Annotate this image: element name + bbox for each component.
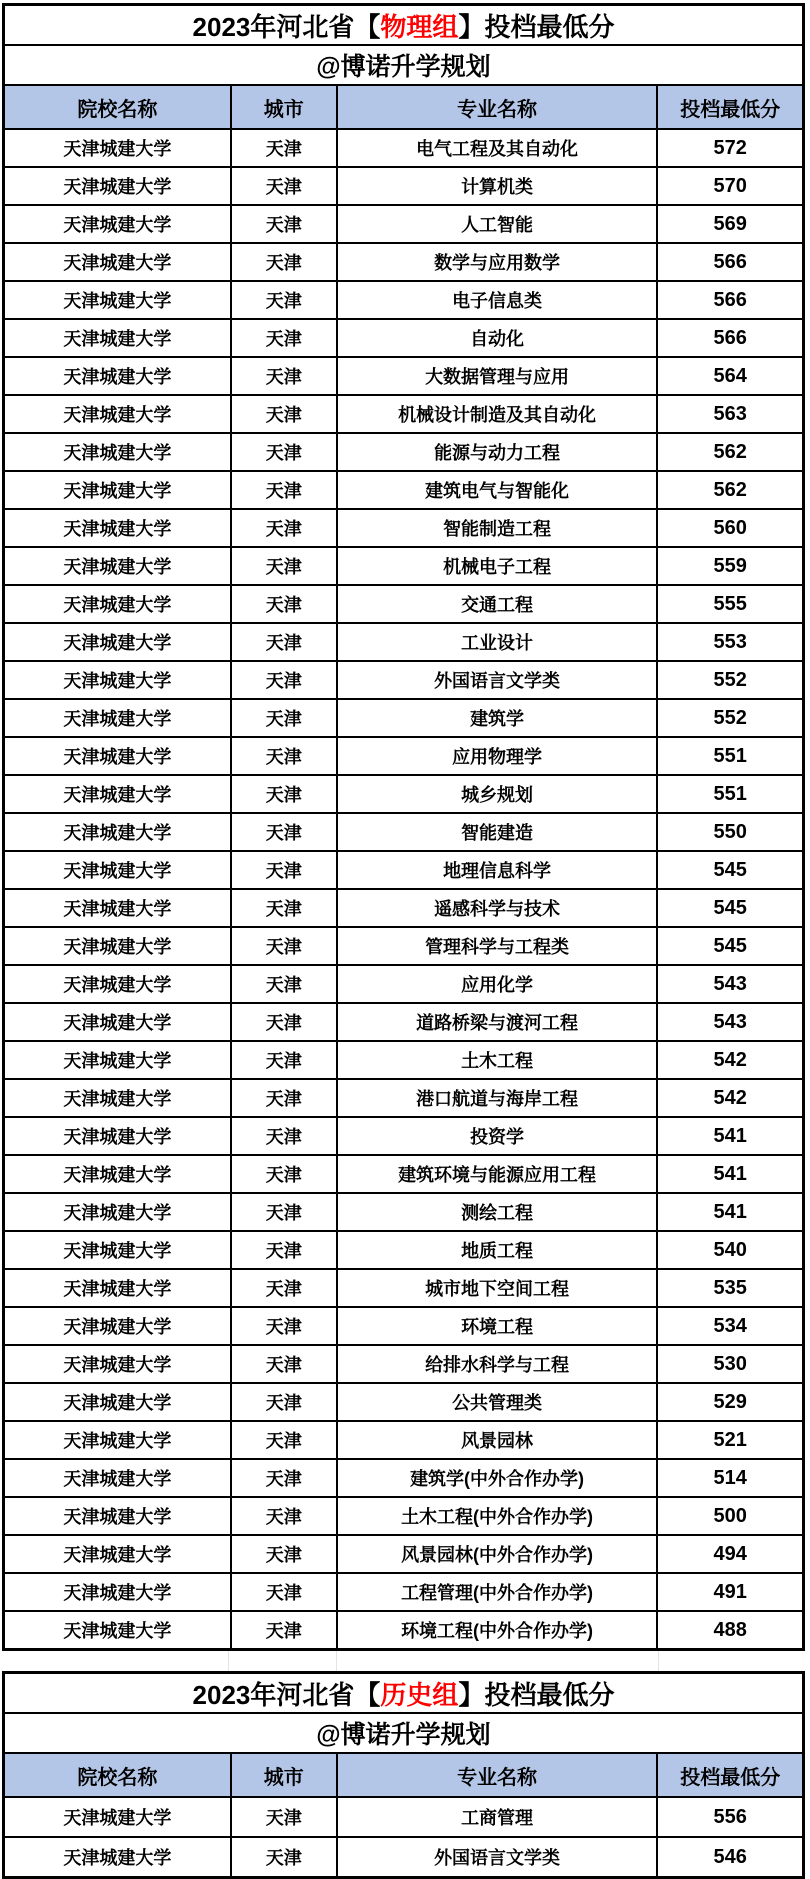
cell-city: 天津 (230, 966, 336, 1002)
table-row (5, 1796, 802, 1836)
cell-school: 天津城建大学 (63, 1431, 172, 1451)
table-row (5, 774, 802, 812)
cell-score: 540 (656, 1232, 802, 1268)
cell-school: 天津城建大学 (63, 253, 172, 273)
cell-major: 应用物理学 (336, 738, 657, 774)
cell-score: 566 (656, 244, 802, 280)
cell-city: 天津 (230, 1004, 336, 1040)
cell-score: 551 (656, 738, 802, 774)
cell-school: 天津城建大学 (63, 1203, 172, 1223)
cell-major: 应用化学 (336, 966, 657, 1002)
cell-major: 大数据管理与应用 (336, 358, 657, 394)
physics-header-row (5, 86, 802, 128)
cell-score: 559 (656, 548, 802, 584)
cell-score: 530 (656, 1346, 802, 1382)
cell-school: 天津城建大学 (63, 557, 172, 577)
cell-city: 天津 (230, 1346, 336, 1382)
column-header-score: 投档最低分 (656, 1754, 802, 1796)
cell-score: 569 (656, 206, 802, 242)
table-row (5, 812, 802, 850)
cell-city: 天津 (230, 1156, 336, 1192)
cell-major: 智能制造工程 (336, 510, 657, 546)
cell-score: 542 (656, 1080, 802, 1116)
cell-major: 工业设计 (336, 624, 657, 660)
table-row (5, 318, 802, 356)
cell-score: 562 (656, 472, 802, 508)
table-row (5, 698, 802, 736)
cell-score: 553 (656, 624, 802, 660)
cell-school: 天津城建大学 (63, 1393, 172, 1413)
table-row (5, 280, 802, 318)
cell-score: 541 (656, 1118, 802, 1154)
cell-major: 能源与动力工程 (336, 434, 657, 470)
table-row (5, 356, 802, 394)
cell-school: 天津城建大学 (63, 975, 172, 995)
title-group-highlight: 历史组 (380, 1679, 459, 1710)
history-table-subtitle: @博诺升学规划 (5, 1714, 802, 1754)
cell-major: 建筑学(中外合作办学) (336, 1460, 657, 1496)
cell-school: 天津城建大学 (63, 519, 172, 539)
cell-city: 天津 (230, 206, 336, 242)
cell-school: 天津城建大学 (63, 329, 172, 349)
cell-school: 天津城建大学 (63, 633, 172, 653)
cell-city: 天津 (230, 1612, 336, 1648)
cell-score: 541 (656, 1194, 802, 1230)
table-row (5, 964, 802, 1002)
cell-school: 天津城建大学 (63, 291, 172, 311)
table-row (5, 1420, 802, 1458)
cell-school: 天津城建大学 (63, 367, 172, 387)
table-row (5, 432, 802, 470)
cell-major: 交通工程 (336, 586, 657, 622)
cell-score: 500 (656, 1498, 802, 1534)
history-table-title (5, 1674, 802, 1714)
cell-school: 天津城建大学 (63, 1621, 172, 1641)
table-row (5, 850, 802, 888)
table-row (5, 888, 802, 926)
cell-score: 534 (656, 1308, 802, 1344)
physics-table-title (5, 6, 802, 46)
cell-major: 工程管理(中外合作办学) (336, 1574, 657, 1610)
cell-city: 天津 (230, 434, 336, 470)
cell-school: 天津城建大学 (63, 215, 172, 235)
cell-school: 天津城建大学 (63, 443, 172, 463)
cell-score: 529 (656, 1384, 802, 1420)
title-prefix: 2023年河北省 (192, 11, 355, 42)
cell-school: 天津城建大学 (63, 481, 172, 501)
cell-major: 风景园林 (336, 1422, 657, 1458)
cell-score: 563 (656, 396, 802, 432)
column-header-city: 城市 (230, 1754, 336, 1796)
cell-city: 天津 (230, 130, 336, 166)
table-row (5, 1040, 802, 1078)
cell-score: 550 (656, 814, 802, 850)
cell-major: 环境工程(中外合作办学) (336, 1612, 657, 1648)
cell-score: 566 (656, 282, 802, 318)
cell-city: 天津 (230, 244, 336, 280)
cell-city: 天津 (230, 700, 336, 736)
table-row (5, 204, 802, 242)
cell-score: 572 (656, 130, 802, 166)
cell-school: 天津城建大学 (63, 823, 172, 843)
cell-score: 560 (656, 510, 802, 546)
cell-city: 天津 (230, 510, 336, 546)
cell-city: 天津 (230, 1080, 336, 1116)
cell-major: 港口航道与海岸工程 (336, 1080, 657, 1116)
cell-major: 智能建造 (336, 814, 657, 850)
cell-school: 天津城建大学 (63, 139, 172, 159)
cell-major: 自动化 (336, 320, 657, 356)
cell-city: 天津 (230, 814, 336, 850)
cell-score: 494 (656, 1536, 802, 1572)
column-header-score: 投档最低分 (656, 86, 802, 128)
table-row (5, 660, 802, 698)
history-table-body (5, 1796, 802, 1876)
title-open-bracket: 【 (354, 11, 381, 42)
cell-major: 管理科学与工程类 (336, 928, 657, 964)
table-row (5, 1344, 802, 1382)
cell-school: 天津城建大学 (63, 1545, 172, 1565)
cell-school: 天津城建大学 (63, 861, 172, 881)
table-row (5, 1496, 802, 1534)
cell-score: 541 (656, 1156, 802, 1192)
cell-city: 天津 (230, 1536, 336, 1572)
cell-city: 天津 (230, 358, 336, 394)
cell-score: 545 (656, 928, 802, 964)
title-close-bracket: 】 (458, 11, 485, 42)
cell-city: 天津 (230, 776, 336, 812)
cell-score: 545 (656, 890, 802, 926)
cell-school: 天津城建大学 (63, 1583, 172, 1603)
cell-major: 城市地下空间工程 (336, 1270, 657, 1306)
table-row (5, 166, 802, 204)
cell-city: 天津 (230, 738, 336, 774)
cell-major: 电子信息类 (336, 282, 657, 318)
cell-major: 建筑电气与智能化 (336, 472, 657, 508)
table-gap (2, 1651, 805, 1671)
cell-city: 天津 (230, 1798, 336, 1836)
cell-score: 551 (656, 776, 802, 812)
cell-major: 遥感科学与技术 (336, 890, 657, 926)
cell-city: 天津 (230, 1194, 336, 1230)
cell-school: 天津城建大学 (63, 1241, 172, 1261)
title-suffix: 投档最低分 (484, 11, 615, 42)
cell-school: 天津城建大学 (63, 1808, 172, 1828)
cell-city: 天津 (230, 852, 336, 888)
title-prefix: 2023年河北省 (192, 1679, 355, 1710)
table-row (5, 1610, 802, 1648)
cell-major: 数学与应用数学 (336, 244, 657, 280)
cell-major: 机械设计制造及其自动化 (336, 396, 657, 432)
cell-major: 投资学 (336, 1118, 657, 1154)
table-row (5, 1572, 802, 1610)
cell-school: 天津城建大学 (63, 177, 172, 197)
table-row (5, 546, 802, 584)
cell-major: 环境工程 (336, 1308, 657, 1344)
cell-major: 建筑学 (336, 700, 657, 736)
cell-school: 天津城建大学 (63, 1127, 172, 1147)
table-row (5, 584, 802, 622)
history-header-row (5, 1754, 802, 1796)
table-row (5, 242, 802, 280)
cell-score: 535 (656, 1270, 802, 1306)
cell-city: 天津 (230, 624, 336, 660)
table-row (5, 1382, 802, 1420)
table-row (5, 470, 802, 508)
cell-major: 土木工程 (336, 1042, 657, 1078)
table-row (5, 1116, 802, 1154)
table-row (5, 1154, 802, 1192)
table-row (5, 394, 802, 432)
cell-school: 天津城建大学 (63, 785, 172, 805)
cell-score: 545 (656, 852, 802, 888)
table-row (5, 1002, 802, 1040)
cell-score: 552 (656, 662, 802, 698)
cell-score: 552 (656, 700, 802, 736)
cell-city: 天津 (230, 1384, 336, 1420)
cell-score: 491 (656, 1574, 802, 1610)
title-open-bracket: 【 (354, 1679, 381, 1710)
cell-school: 天津城建大学 (63, 1013, 172, 1033)
cell-score: 521 (656, 1422, 802, 1458)
cell-score: 555 (656, 586, 802, 622)
column-header-major: 专业名称 (336, 1754, 657, 1796)
cell-city: 天津 (230, 320, 336, 356)
table-row (5, 128, 802, 166)
cell-major: 地理信息科学 (336, 852, 657, 888)
cell-school: 天津城建大学 (63, 899, 172, 919)
cell-major: 机械电子工程 (336, 548, 657, 584)
cell-major: 给排水科学与工程 (336, 1346, 657, 1382)
table-row (5, 508, 802, 546)
cell-major: 外国语言文学类 (336, 1838, 657, 1876)
cell-city: 天津 (230, 1118, 336, 1154)
cell-major: 地质工程 (336, 1232, 657, 1268)
cell-city: 天津 (230, 1042, 336, 1078)
cell-school: 天津城建大学 (63, 1355, 172, 1375)
cell-city: 天津 (230, 586, 336, 622)
cell-school: 天津城建大学 (63, 1317, 172, 1337)
cell-major: 城乡规划 (336, 776, 657, 812)
column-header-major: 专业名称 (336, 86, 657, 128)
cell-school: 天津城建大学 (63, 1051, 172, 1071)
cell-major: 建筑环境与能源应用工程 (336, 1156, 657, 1192)
cell-city: 天津 (230, 168, 336, 204)
history-table (2, 1671, 805, 1879)
table-row (5, 926, 802, 964)
table-row (5, 1534, 802, 1572)
cell-major: 人工智能 (336, 206, 657, 242)
table-row (5, 1458, 802, 1496)
cell-major: 风景园林(中外合作办学) (336, 1536, 657, 1572)
physics-table-subtitle: @博诺升学规划 (5, 46, 802, 86)
cell-city: 天津 (230, 1232, 336, 1268)
cell-school: 天津城建大学 (63, 1279, 172, 1299)
cell-major: 测绘工程 (336, 1194, 657, 1230)
cell-city: 天津 (230, 472, 336, 508)
column-header-school: 院校名称 (77, 98, 158, 121)
cell-major: 工商管理 (336, 1798, 657, 1836)
cell-school: 天津城建大学 (63, 1469, 172, 1489)
cell-school: 天津城建大学 (63, 937, 172, 957)
cell-score: 488 (656, 1612, 802, 1648)
cell-score: 543 (656, 1004, 802, 1040)
table-row (5, 622, 802, 660)
cell-school: 天津城建大学 (63, 671, 172, 691)
cell-city: 天津 (230, 1270, 336, 1306)
cell-city: 天津 (230, 928, 336, 964)
cell-score: 556 (656, 1798, 802, 1836)
cell-school: 天津城建大学 (63, 595, 172, 615)
cell-city: 天津 (230, 1574, 336, 1610)
cell-city: 天津 (230, 890, 336, 926)
cell-score: 514 (656, 1460, 802, 1496)
cell-major: 外国语言文学类 (336, 662, 657, 698)
title-group-highlight: 物理组 (380, 11, 459, 42)
cell-school: 天津城建大学 (63, 1089, 172, 1109)
cell-school: 天津城建大学 (63, 405, 172, 425)
cell-city: 天津 (230, 396, 336, 432)
table-row (5, 1078, 802, 1116)
column-header-school: 院校名称 (77, 1766, 158, 1789)
cell-score: 542 (656, 1042, 802, 1078)
cell-school: 天津城建大学 (63, 1165, 172, 1185)
cell-city: 天津 (230, 1838, 336, 1876)
physics-table-body (5, 128, 802, 1648)
cell-city: 天津 (230, 1308, 336, 1344)
cell-school: 天津城建大学 (63, 709, 172, 729)
title-close-bracket: 】 (458, 1679, 485, 1710)
cell-city: 天津 (230, 662, 336, 698)
table-row (5, 1268, 802, 1306)
table-row (5, 1192, 802, 1230)
table-row (5, 1230, 802, 1268)
cell-city: 天津 (230, 282, 336, 318)
table-row (5, 1836, 802, 1876)
physics-table (2, 3, 805, 1651)
cell-school: 天津城建大学 (63, 1848, 172, 1868)
cell-score: 566 (656, 320, 802, 356)
table-row (5, 736, 802, 774)
cell-score: 543 (656, 966, 802, 1002)
cell-city: 天津 (230, 1498, 336, 1534)
cell-score: 570 (656, 168, 802, 204)
cell-score: 546 (656, 1838, 802, 1876)
cell-city: 天津 (230, 1460, 336, 1496)
cell-major: 电气工程及其自动化 (336, 130, 657, 166)
cell-city: 天津 (230, 1422, 336, 1458)
table-row (5, 1306, 802, 1344)
column-header-city: 城市 (230, 86, 336, 128)
cell-city: 天津 (230, 548, 336, 584)
cell-school: 天津城建大学 (63, 747, 172, 767)
cell-school: 天津城建大学 (63, 1507, 172, 1527)
cell-major: 土木工程(中外合作办学) (336, 1498, 657, 1534)
cell-major: 计算机类 (336, 168, 657, 204)
cell-major: 公共管理类 (336, 1384, 657, 1420)
cell-major: 道路桥梁与渡河工程 (336, 1004, 657, 1040)
cell-score: 562 (656, 434, 802, 470)
cell-score: 564 (656, 358, 802, 394)
title-suffix: 投档最低分 (484, 1679, 615, 1710)
